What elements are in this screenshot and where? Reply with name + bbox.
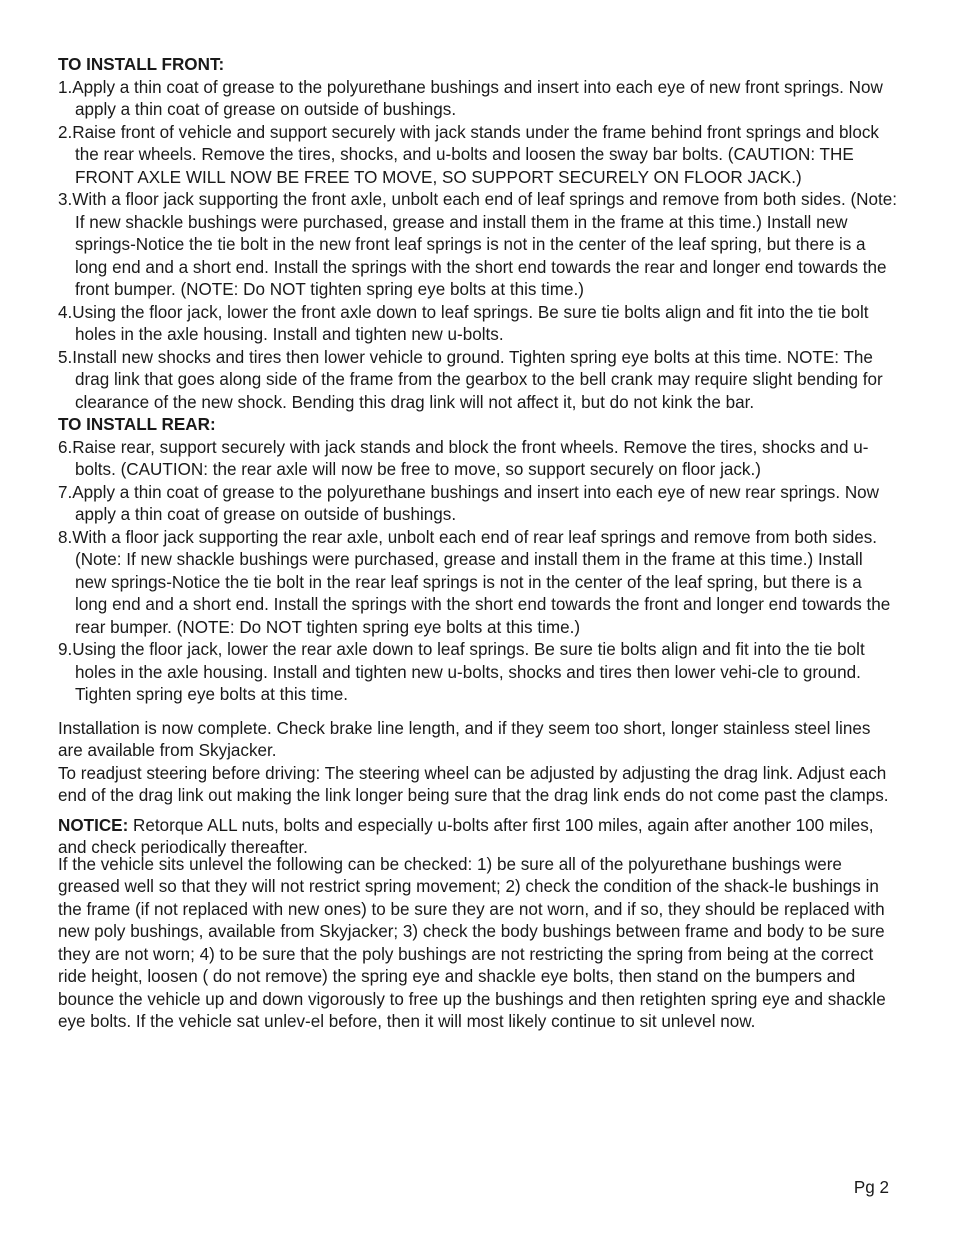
- step-number: 9.: [58, 640, 73, 659]
- front-steps-list: [58, 77, 898, 415]
- step-number: 1.: [58, 77, 73, 97]
- step-3: [58, 189, 898, 302]
- step-6: [58, 437, 898, 482]
- step-text: Install new shocks and tires then lower vehicle to ground. Tighten spring eye bolts at this time. NOTE: The drag link that goes along side of the frame from the gearbox to the bell crank may require slight bending for clearance of the new shock. Bending this drag link will not affect it, but do not kink the bar.: [72, 347, 883, 412]
- step-number: 2.: [58, 122, 73, 142]
- step-number: 5.: [58, 347, 73, 367]
- rear-install-heading: TO INSTALL REAR:: [58, 415, 216, 434]
- step-7: [58, 482, 898, 527]
- step-number: 8.: [58, 527, 73, 547]
- step-4: [58, 302, 898, 347]
- step-number: 6.: [58, 437, 73, 457]
- step-text: Raise front of vehicle and support securely with jack stands under the frame behind front springs and block the rear wheels. Remove the tires, shocks, and u-bolts and loosen the sway bar bolts. (CAUTION: THE FRONT AXLE WILL NOW BE FREE TO MOVE, SO SUPPORT SECURELY ON FLOOR JACK.): [72, 122, 879, 187]
- step-1: [58, 77, 898, 122]
- step-5: [58, 347, 898, 415]
- steering-paragraph: To readjust steering before driving: The steering wheel can be adjusted by adjusting the drag link. Adjust each end of the drag link out making the link longer being sure that the drag link ends do not come past the clamps.: [58, 763, 889, 805]
- notice-text: Retorque ALL nuts, bolts and especially u-bolts after first 100 miles, again after another 100 miles, and check periodically thereafter.: [58, 815, 874, 857]
- completion-paragraph: Installation is now complete. Check brake line length, and if they seem too short, longer stainless steel lines are available from Skyjacker.: [58, 718, 871, 760]
- step-number: 3.: [58, 190, 73, 209]
- instructions-page: [58, 54, 898, 1034]
- step-text: Apply a thin coat of grease to the polyurethane bushings and insert into each eye of new rear springs. Now apply a thin coat of grease on outside of bushings.: [72, 482, 880, 524]
- notice-label: NOTICE:: [58, 815, 129, 835]
- step-text: With a floor jack supporting the rear axle, unbolt each end of rear leaf springs and remove from both sides. (Note: If new shackle bushings were purchased, grease and install them in the frame at this time.) Install new springs-Notice the tie bolt in the rear leaf springs is not in the center of the leaf spring, but there is a long end and a short end. Install the springs with the short end towards the front and longer end towards the rear bumper. (NOTE: Do NOT tighten spring eye bolts at this time.): [72, 527, 891, 637]
- step-number: 7.: [58, 482, 73, 502]
- unlevel-paragraph: If the vehicle sits unlevel the following can be checked: 1) be sure all of the polyurethane bushings were greased well so that they will not restrict spring movement; 2) check the condition of the shack-le bushings in the frame (if not replaced with new ones) to be sure they are not worn, and if so, they should be replaced with new poly bushings, available from Skyjacker; 3) check the body bushings between frame and body to be sure they are not worn; 4) to be sure that the poly bushings are not restricting the spring from being at the correct ride height, loosen ( do not remove) the spring eye and shackle eye bolts, then stand on the bumpers and bounce the vehicle up and down vigorously to free up the bushings and then retighten spring eye and shackle eye bolts. If the vehicle sat unlev-el before, then it will most likely continue to sit unlevel now.: [58, 854, 886, 1031]
- rear-steps-list: [58, 437, 898, 707]
- step-text: Using the floor jack, lower the front axle down to leaf springs. Be sure tie bolts align and fit into the tie bolt holes in the axle housing. Install and tighten new u-bolts.: [72, 302, 869, 344]
- front-install-heading: TO INSTALL FRONT:: [58, 55, 225, 74]
- step-text: Raise rear, support securely with jack stands and block the front wheels. Remove the tires, shocks and u-bolts. (CAUTION: the rear axle will now be free to move, so support securely on floor jack.): [72, 437, 869, 479]
- step-text: Apply a thin coat of grease to the polyurethane bushings and insert into each eye of new front springs. Now apply a thin coat of grease on outside of bushings.: [72, 77, 883, 119]
- step-text: Using the floor jack, lower the rear axle down to leaf springs. Be sure tie bolts align and fit into the tie bolt holes in the axle housing. Install and tighten new u-bolts, shocks and tires then lower vehi-cle to ground. Tighten spring eye bolts at this time.: [72, 640, 865, 704]
- step-2: [58, 122, 898, 190]
- step-8: [58, 527, 898, 640]
- step-text: With a floor jack supporting the front axle, unbolt each end of leaf springs and remove from both sides. (Note: If new shackle bushings were purchased, grease and install them in the frame at this time.) Install new springs-Notice the tie bolt in the new front leaf springs is not in the center of the leaf spring, but there is a long end and a short end. Install the springs with the short end towards the rear and longer end towards the front bumper. (NOTE: Do NOT tighten spring eye bolts at this time.): [72, 190, 898, 299]
- section-spacer: [58, 707, 898, 718]
- page-number: Pg 2: [853, 1178, 889, 1197]
- step-9: [58, 639, 898, 707]
- step-number: 4.: [58, 302, 73, 322]
